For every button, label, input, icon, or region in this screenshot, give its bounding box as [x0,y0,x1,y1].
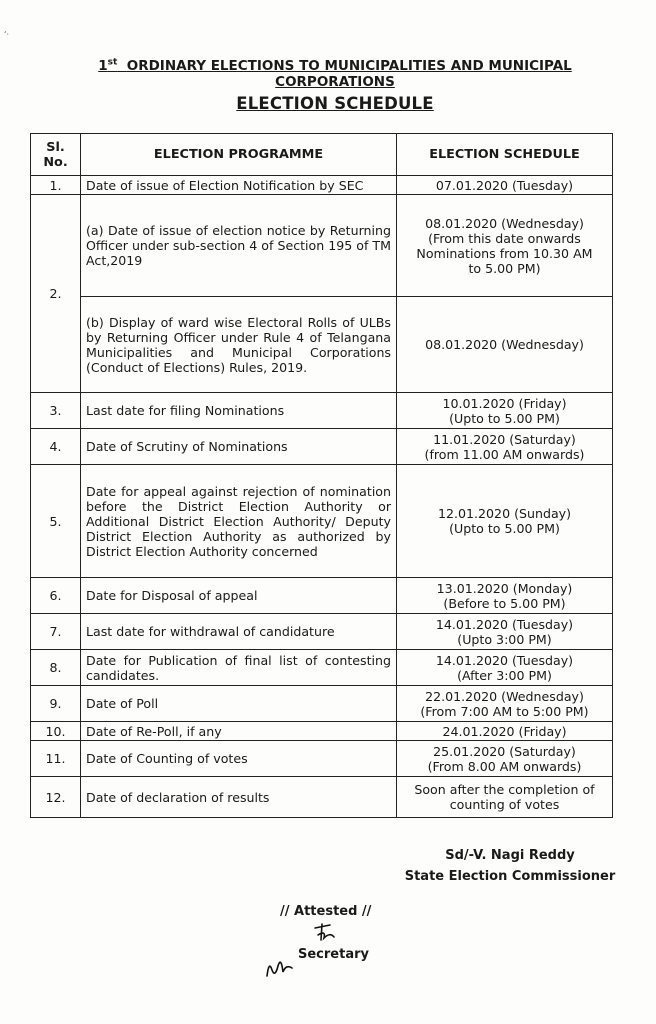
row-number: 9. [31,686,81,722]
programme-cell: (b) Display of ward wise Electoral Rolls of ULBs by Returning Officer under Rule 4 of Telangana Municipalities and Municipal Corporations (Conduct of Elections) Rules, 2019. [81,297,397,393]
table-header-row [31,134,613,176]
table-row [31,722,613,741]
schedule-line: (from 11.00 AM onwards) [424,446,585,462]
table-row [31,176,613,195]
programme-cell: Date of Re-Poll, if any [81,722,397,741]
header-sl-no: Sl. No. [31,134,81,176]
schedule-cell [397,578,613,614]
schedule-line: (Before to 5.00 PM) [443,595,566,611]
table-row [31,297,613,393]
schedule-line: Soon after the completion of [414,782,595,797]
schedule-cell [397,465,613,578]
schedule-line: to 5.00 PM) [468,260,541,276]
row-number: 7. [31,614,81,650]
row-number: 1. [31,176,81,195]
handwritten-signature [264,948,298,982]
attested-label: // Attested // [280,904,372,919]
schedule-line: 08.01.2020 (Wednesday) [425,337,584,352]
schedule-line: 22.01.2020 (Wednesday) [425,688,584,704]
programme-cell: Date of issue of Election Notification by SEC [81,176,397,195]
schedule-line: (Upto 3:00 PM) [457,631,552,647]
row-number: 11. [31,741,81,777]
handwritten-initial [312,920,338,946]
row-number: 10. [31,722,81,741]
table-row [31,686,613,722]
schedule-line: 12.01.2020 (Sunday) [437,506,572,521]
table-row [31,465,613,578]
programme-cell: Date for appeal against rejection of nomination before the District Election Authority or Additional District Election Authority/ Deputy District Election Authority as authorized by District Election Authority concerned [81,465,397,578]
signature-block [390,845,630,887]
programme-cell: Date of Counting of votes [81,741,397,777]
table-row [31,650,613,686]
schedule-cell [397,195,613,297]
programme-cell: Date for Publication of final list of contesting candidates. [81,650,397,686]
document-title [40,58,630,90]
schedule-cell [397,614,613,650]
row-number: 2. [31,195,81,393]
signatory-designation: State Election Commissioner [404,869,616,884]
table-row [31,393,613,429]
schedule-line: 11.01.2020 (Saturday) [433,431,576,447]
programme-cell: (a) Date of issue of election notice by Returning Officer under sub-section 4 of Section 195 of TM Act,2019 [81,195,397,297]
schedule-line: 14.01.2020 (Tuesday) [435,652,574,668]
schedule-line: 07.01.2020 (Tuesday) [435,177,574,193]
schedule-cell [397,429,613,465]
table-row [31,741,613,777]
secretary-label: Secretary [298,947,369,962]
schedule-line: 14.01.2020 (Tuesday) [435,616,574,632]
schedule-cell [397,176,613,195]
schedule-cell [397,741,613,777]
programme-cell: Date for Disposal of appeal [81,578,397,614]
row-number: 8. [31,650,81,686]
schedule-line: (Upto to 5.00 PM) [449,410,560,426]
schedule-line: Nominations from 10.30 AM [416,245,593,261]
schedule-cell [397,722,613,741]
election-schedule-table [30,133,613,818]
table-row [31,777,613,818]
schedule-heading: ELECTION SCHEDULE [236,94,434,113]
schedule-line: (From this date onwards [428,230,581,246]
row-number: 5. [31,465,81,578]
schedule-cell [397,393,613,429]
title-line-1: ORDINARY ELECTIONS TO MUNICIPALITIES AND MUNICIPAL [126,58,572,74]
programme-cell: Last date for filing Nominations [81,393,397,429]
programme-cell: Last date for withdrawal of candidature [81,614,397,650]
schedule-line: 13.01.2020 (Monday) [436,580,573,596]
row-number: 6. [31,578,81,614]
programme-cell: Date of Poll [81,686,397,722]
table-row [31,429,613,465]
schedule-line: 25.01.2020 (Saturday) [433,743,576,759]
schedule-cell [397,686,613,722]
ordinal-number: 1 [98,58,108,74]
schedule-cell [397,777,613,818]
signatory-name: Sd/-V. Nagi Reddy [445,848,575,863]
schedule-cell [397,297,613,393]
schedule-line: (Upto to 5.00 PM) [449,521,560,536]
title-line-2: CORPORATIONS [275,74,395,90]
ordinal-suffix: st [107,57,118,68]
header-programme: ELECTION PROGRAMME [81,134,397,176]
table-row [31,578,613,614]
row-number: 12. [31,777,81,818]
schedule-cell [397,650,613,686]
schedule-line: (From 7:00 AM to 5:00 PM) [420,703,589,719]
schedule-line: counting of votes [449,797,560,812]
row-number: 3. [31,393,81,429]
table-row [31,195,613,297]
schedule-line: 10.01.2020 (Friday) [442,395,567,411]
schedule-line: (After 3:00 PM) [457,667,552,683]
header-schedule: ELECTION SCHEDULE [397,134,613,176]
table-row [31,614,613,650]
programme-cell: Date of Scrutiny of Nominations [81,429,397,465]
row-number: 4. [31,429,81,465]
schedule-line: 08.01.2020 (Wednesday) [425,215,584,231]
schedule-line: 24.01.2020 (Friday) [442,723,567,739]
programme-cell: Date of declaration of results [81,777,397,818]
schedule-line: (From 8.00 AM onwards) [427,758,582,774]
scan-mark: ‘· [4,30,10,39]
